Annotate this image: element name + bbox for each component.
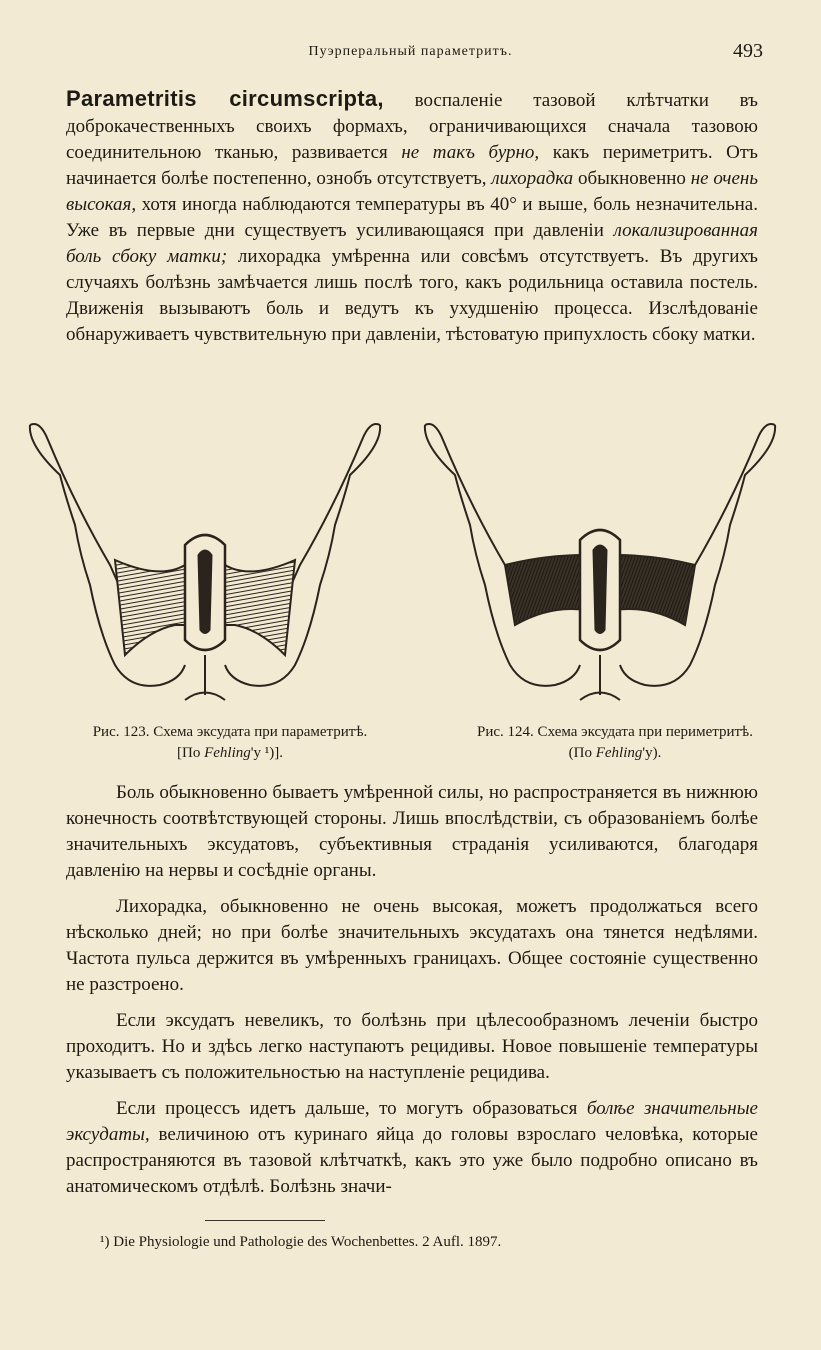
caption-line: Рис. 124. Схема эксудата при периметритѣ.: [477, 724, 753, 740]
caption-author: Fehling: [595, 745, 643, 761]
figures-row: [20, 415, 800, 715]
italic-run: локализированная боль сбоку матки;: [66, 220, 758, 267]
paragraph-parametritis: [66, 86, 758, 348]
paragraph-recurrence: Если эксудатъ невеликъ, то болѣзнь при цѣлесообразномъ леченіи быстро проходитъ. Но и здѣсь легко наступаютъ рецидивы. Новое повышеніе температуры указываетъ съ положительностью на наступленіе рецидива.: [66, 1010, 758, 1083]
figure-124-illustration: [415, 415, 785, 715]
paragraph-pain: Боль обыкновенно бываетъ умѣренной силы, но распространяется въ нижнюю конечность соотвѣтствующей стороны. Лишь впослѣдствіи, съ образованіемъ болѣе значительныхъ эксудатовъ, субъективныя страданія усиливаются, благодаря давленію на нервы и сосѣдніе органы.: [66, 782, 758, 881]
caption-author: Fehling: [204, 745, 251, 761]
italic-run: не очень высокая,: [66, 168, 759, 215]
text-run: хотя иногда наблюдаются температуры въ 40° и выше, боль незначительна. Уже въ первые дни существуетъ усиливающаяся при давленіи: [66, 194, 758, 241]
caption-close: 'у).: [642, 745, 662, 761]
text-run: воспаленіе тазовой клѣтчатки въ доброкачественныхъ своихъ формахъ, ограничивающихся сначала тазовою соединительною тканью, развивается: [66, 90, 758, 163]
text-run: лихорадка умѣренна или совсѣмъ отсутствуетъ. Въ другихъ случаяхъ болѣзнь замѣчается лишь послѣ того, какъ родильница оставила постель. Движенія вызываютъ боль и ведутъ къ ухудшенію процесса. Изслѣдованіе обнаруживаетъ чувствительную при давленіи, тѣстоватую припухлость сбоку матки.: [66, 246, 759, 345]
footnote: ¹) Die Physiologie und Pathologie des Wochenbettes. 2 Aufl. 1897.: [100, 1234, 502, 1250]
lead-term: Parametritis circumscripta,: [66, 86, 384, 111]
caption-open: (По: [568, 745, 596, 761]
text-run: обыкновенно: [573, 168, 691, 189]
italic-run: болѣе значительные эксудаты,: [66, 1098, 758, 1145]
caption-open: [По: [177, 745, 205, 761]
text-run: какъ периметритъ. Отъ начинается болѣе постепенно, ознобъ отсутствуетъ,: [66, 142, 758, 189]
caption-close: 'у ¹)].: [250, 745, 283, 761]
figure-123-illustration: [20, 415, 390, 715]
paragraph-fever: Лихорадка, обыкновенно не очень высокая, можетъ продолжаться всего нѣсколько дней; но при болѣе значительныхъ эксудатахъ она тянется недѣлями. Частота пульса держится въ умѣренныхъ границахъ. Общее состояніе существенно не разстроено.: [66, 896, 758, 995]
body-text-lower: [66, 780, 758, 1200]
page-number: 493: [733, 40, 763, 62]
page-header: [0, 40, 821, 68]
figure-124-caption: [425, 722, 805, 764]
text-run: величиною отъ куринаго яйца до головы взрослаго человѣка, которые распространяются въ тазовой клѣтчаткѣ, какъ это уже было подробно описано въ анатомическомъ отдѣлѣ. Болѣзнь значи-: [66, 1124, 758, 1197]
italic-run: лихорадка: [491, 168, 574, 189]
caption-line: Рис. 123. Схема эксудата при параметритѣ.: [92, 724, 368, 740]
footnote-rule: [205, 1220, 325, 1221]
paragraph-exudates: [66, 1096, 758, 1200]
italic-run: не такъ бурно,: [401, 142, 540, 163]
figure-captions: [40, 722, 800, 766]
text-run: Если процессъ идетъ дальше, то могутъ образоваться: [116, 1098, 587, 1119]
figure-123-caption: [40, 722, 420, 764]
running-title: Пуэрперальный параметритъ.: [308, 44, 513, 59]
